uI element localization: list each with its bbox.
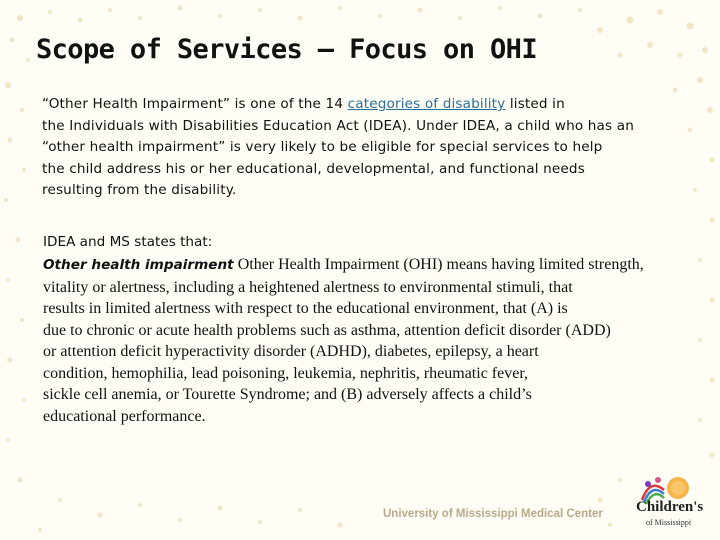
paragraph2-line — [43, 254, 713, 277]
sun-icon — [667, 477, 689, 499]
paragraph1-text: “Other Health Impairment” is one of the 14 — [42, 96, 348, 112]
paragraph1-line: the child address his or her educational, developmental, and functional needs — [42, 160, 585, 177]
paragraph2-line: or attention deficit hyperactivity disorder (ADHD), diabetes, epilepsy, a heart — [43, 343, 539, 360]
paragraph1-line: the Individuals with Disabilities Education Act (IDEA). Under IDEA, a child who has an — [42, 117, 634, 134]
logo-subtitle-text: of Mississippi — [646, 518, 692, 527]
paragraph2-line: vitality or alertness, including a heightened alertness to environmental stimuli, that — [43, 278, 573, 296]
paragraph1-line: “other health impairment” is very likely to be eligible for special services to help — [42, 139, 603, 155]
paragraph2-line: due to chronic or acute health problems such as asthma, attention deficit disorder (ADD) — [43, 321, 611, 339]
ohi-legal-definition — [43, 254, 713, 427]
paragraph2-line: educational performance. — [43, 407, 206, 425]
logo-childrens-text: Children's — [636, 499, 704, 515]
paragraph2-text: Other Health Impairment (OHI) means having limited strength, — [233, 256, 644, 273]
umc-footer-text: University of Mississippi Medical Center — [383, 508, 603, 520]
slide-title: Scope of Services – Focus on OHI — [36, 34, 537, 65]
paragraph2-line: results in limited alertness with respect to the educational environment, that (A) is — [43, 300, 568, 317]
paragraph1-line: resulting from the disability. — [42, 182, 237, 198]
idea-ms-intro: IDEA and MS states that: — [43, 234, 213, 250]
paragraph1-line — [42, 94, 702, 116]
categories-of-disability-link[interactable]: categories of disability — [347, 96, 506, 112]
paragraph2-line: condition, hemophilia, lead poisoning, leukemia, nephritis, rheumatic fever, — [43, 364, 529, 382]
paragraph2-line: sickle cell anemia, or Tourette Syndrome; and (B) adversely affects a child’s — [43, 386, 532, 403]
defined-term: Other health impairment — [43, 257, 234, 273]
paragraph1-text: listed in — [505, 96, 565, 112]
ohi-definition-paragraph — [42, 94, 702, 202]
